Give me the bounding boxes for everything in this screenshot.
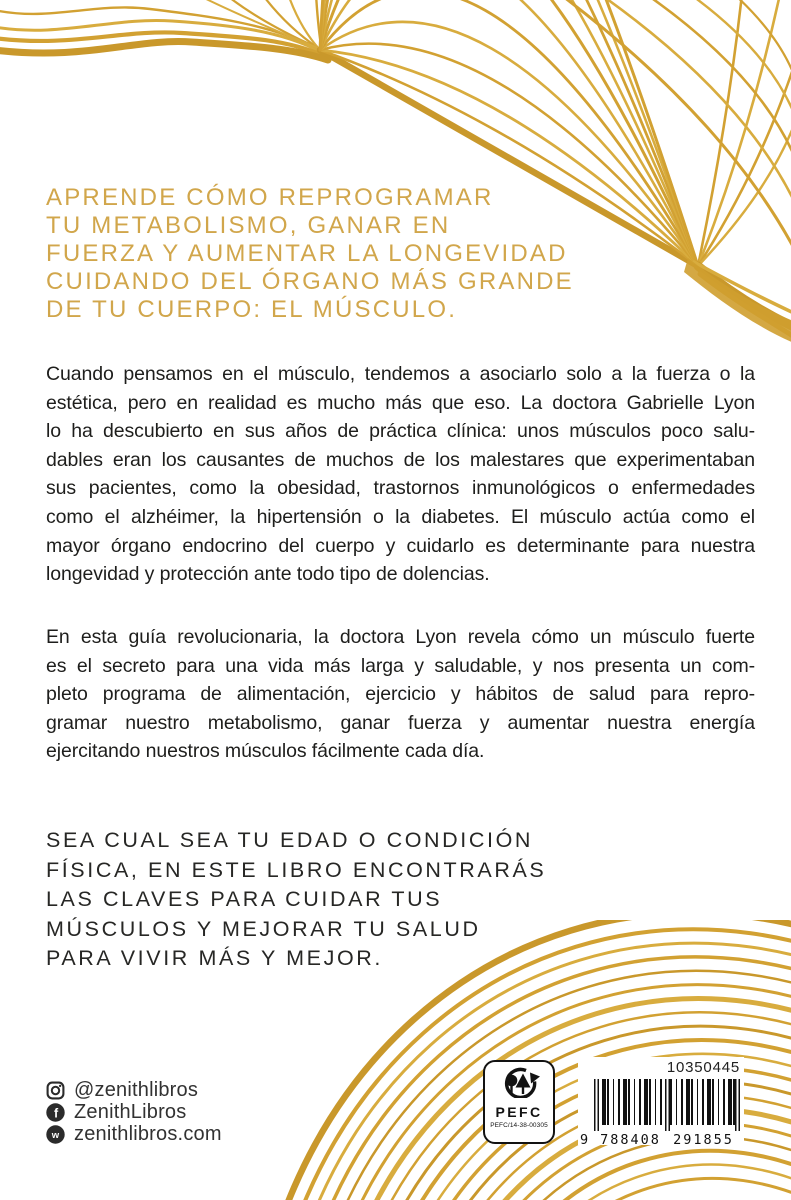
facebook-icon: [46, 1103, 65, 1122]
headline-line: DE TU CUERPO: EL MÚSCULO.: [46, 296, 458, 323]
headline-line: TU METABOLISMO, GANAR EN: [46, 212, 451, 239]
body-line: dables eran los causantes de muchos de los malestares que experimentaban: [46, 448, 755, 471]
svg-text:f: f: [54, 1106, 59, 1121]
headline-line: FUERZA Y AUMENTAR LA LONGEVIDAD: [46, 240, 568, 267]
social-row-web: [46, 1123, 222, 1145]
body-paragraph-2: [46, 623, 755, 766]
body-line: pleto programa de alimentación, ejercicio y hábitos de salud para repro-: [46, 683, 755, 706]
body-line: ejercitando nuestros músculos fácilmente cada día.: [46, 740, 485, 763]
barcode-guard-right: [735, 1079, 740, 1131]
claim-line: PARA VIVIR MÁS Y MEJOR.: [46, 946, 383, 971]
social-row-instagram: [46, 1079, 222, 1101]
body-line: longevidad y protección ante todo tipo de dolencias.: [46, 563, 490, 586]
pefc-logo-icon: [497, 1067, 541, 1098]
body-line: estética, pero en realidad es mucho más que eso. La doctora Gabrielle Lyon: [46, 391, 755, 414]
pefc-label: PEFC: [495, 1104, 543, 1120]
facebook-handle: ZenithLibros: [74, 1100, 187, 1123]
body-line: como el alzhéimer, la hipertensión o la diabetes. El músculo actúa como el: [46, 505, 755, 528]
claim-block: [46, 826, 746, 974]
barcode-guard-middle: [665, 1079, 670, 1131]
barcode-guard-left: [594, 1079, 599, 1131]
instagram-icon: [46, 1081, 65, 1100]
body-paragraph-1: [46, 360, 755, 589]
isbn-group-2: 291855: [673, 1132, 734, 1148]
barcode-bars: [594, 1079, 740, 1125]
social-row-facebook: [46, 1101, 222, 1123]
claim-line: FÍSICA, EN ESTE LIBRO ENCONTRARÁS: [46, 857, 547, 882]
web-icon: [46, 1125, 65, 1144]
headline-line: CUIDANDO DEL ÓRGANO MÁS GRANDE: [46, 268, 574, 295]
website-url: zenithlibros.com: [74, 1122, 222, 1145]
social-links: [46, 1079, 222, 1145]
body-line: sus pacientes, como la obesidad, trastornos inmunológicos o enfermedades: [46, 477, 755, 500]
headline: [46, 184, 726, 324]
claim-line: MÚSCULOS Y MEJORAR TU SALUD: [46, 916, 481, 941]
body-line: Cuando pensamos en el músculo, tendemos a asociarlo solo a la fuerza o la: [46, 363, 755, 385]
body-line: es el secreto para una vida más larga y saludable, y nos presenta un com-: [46, 654, 755, 677]
svg-text:w: w: [51, 1129, 60, 1141]
barcode-number: 10350445: [666, 1059, 740, 1076]
barcode-digits: [580, 1132, 740, 1148]
body-line: lo ha descubierto en sus años de práctica clínica: unos músculos poco salu-: [46, 420, 755, 443]
body-line: gramar nuestro metabolismo, ganar fuerza y aumentar nuestra energía: [46, 711, 755, 734]
isbn-lead-digit: 9: [580, 1132, 589, 1148]
pefc-badge: [483, 1060, 555, 1144]
body-line: En esta guía revolucionaria, la doctora Lyon revela cómo un músculo fuerte: [46, 626, 755, 648]
claim-line: LAS CLAVES PARA CUIDAR TUS: [46, 887, 443, 912]
headline-line: APRENDE CÓMO REPROGRAMAR: [46, 184, 494, 211]
pefc-code: PEFC/14-38-00305: [490, 1122, 548, 1129]
body-line: mayor órgano endocrino del cuerpo y cuidarlo es determinante para nuestra: [46, 534, 755, 557]
claim-line: SEA CUAL SEA TU EDAD O CONDICIÓN: [46, 828, 534, 852]
isbn-group-1: 788408: [600, 1132, 661, 1148]
barcode-block: [578, 1057, 744, 1148]
instagram-handle: @zenithlibros: [74, 1078, 199, 1101]
